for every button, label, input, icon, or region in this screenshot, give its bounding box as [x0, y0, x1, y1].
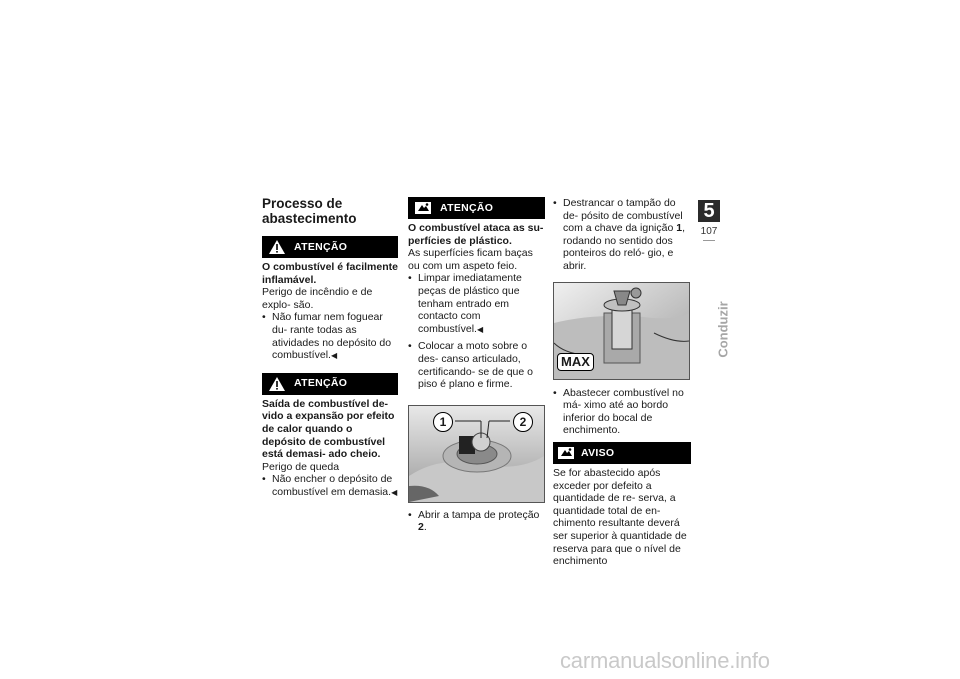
warning-heading: O combustível ataca as su- perfícies de plástico.	[408, 222, 544, 247]
step-list	[553, 387, 691, 437]
fuel-filler-figure	[553, 282, 690, 380]
warning-label: ATENÇÃO	[294, 377, 348, 390]
warning-bullets	[262, 311, 398, 362]
warning-triangle-icon	[266, 236, 288, 258]
warning-triangle-icon	[266, 373, 288, 395]
callout-2: 2	[513, 412, 533, 432]
watermark: carmanualsonline.info	[560, 648, 770, 673]
environment-warning-icon	[412, 197, 434, 219]
chapter-number: 5	[698, 200, 720, 222]
list-item: • Abastecer combustível no má- ximo até ao bordo inferior do bocal de enchimento.	[553, 387, 691, 437]
chapter-label: Conduzir	[715, 301, 731, 358]
end-marker-icon: ◀	[476, 324, 484, 334]
warning-label: ATENÇÃO	[440, 201, 494, 214]
notice-label: AVISO	[581, 446, 615, 459]
warning-banner-1	[262, 236, 398, 258]
column-2	[408, 197, 545, 534]
step-list	[553, 197, 691, 273]
notice-text: Se for abastecido após exceder por defeito a quantidade de re- serva, a quantidade total de en- chimento resultante deverá ser superior à quantidade de reserva para que o nível de enchimento	[553, 466, 687, 568]
list-item: • Não fumar nem foguear du- rante todas as atividades no depósito do combustível.◀	[262, 311, 398, 362]
warning-bullets	[408, 272, 545, 390]
warning-text: Perigo de queda	[262, 460, 340, 473]
list-item: • Não encher o depósito de combustível em demasia.◀	[262, 473, 398, 499]
end-marker-icon: ◀	[330, 351, 338, 361]
sidebar-divider	[703, 240, 715, 241]
section-title: Processo de abastecimento	[262, 196, 357, 226]
warning-heading: O combustível é facilmente inflamável.	[262, 261, 398, 286]
warning-banner-3	[408, 197, 545, 219]
warning-text: Perigo de incêndio e de explo- são.	[262, 286, 373, 311]
list-item: • Colocar a moto sobre o des- canso articulado, certificando- se de que o piso é plano e firme.	[408, 340, 545, 390]
warning-heading: Saída de combustível de- vido a expansão por efeito de calor quando o depósito de combustível está demasi- ado cheio.	[262, 397, 395, 461]
list-item: • Abrir a tampa de proteção 2.	[408, 509, 545, 534]
notice-banner	[553, 442, 691, 464]
warning-label: ATENÇÃO	[294, 240, 348, 253]
list-item: • Limpar imediatamente peças de plástico que tenham entrado em contacto com combustível.◀	[408, 272, 545, 336]
callout-1: 1	[433, 412, 453, 432]
list-item: • Destrancar o tampão do de- pósito de combustível com a chave da ignição 1, rodando no sentido dos ponteiros do reló- gio, e abrir.	[553, 197, 691, 273]
warning-banner-2	[262, 373, 398, 395]
column-1	[262, 197, 398, 500]
notice-icon	[555, 442, 577, 464]
column-3	[553, 197, 691, 568]
warning-bullets	[262, 473, 398, 499]
warning-text: As superfícies ficam baças ou com um aspeto feio.	[408, 247, 533, 272]
step-list	[408, 509, 545, 534]
fuel-cap-figure	[408, 405, 545, 503]
end-marker-icon: ◀	[391, 487, 398, 497]
max-label: MAX	[557, 353, 594, 371]
page-number: 107	[700, 226, 718, 237]
